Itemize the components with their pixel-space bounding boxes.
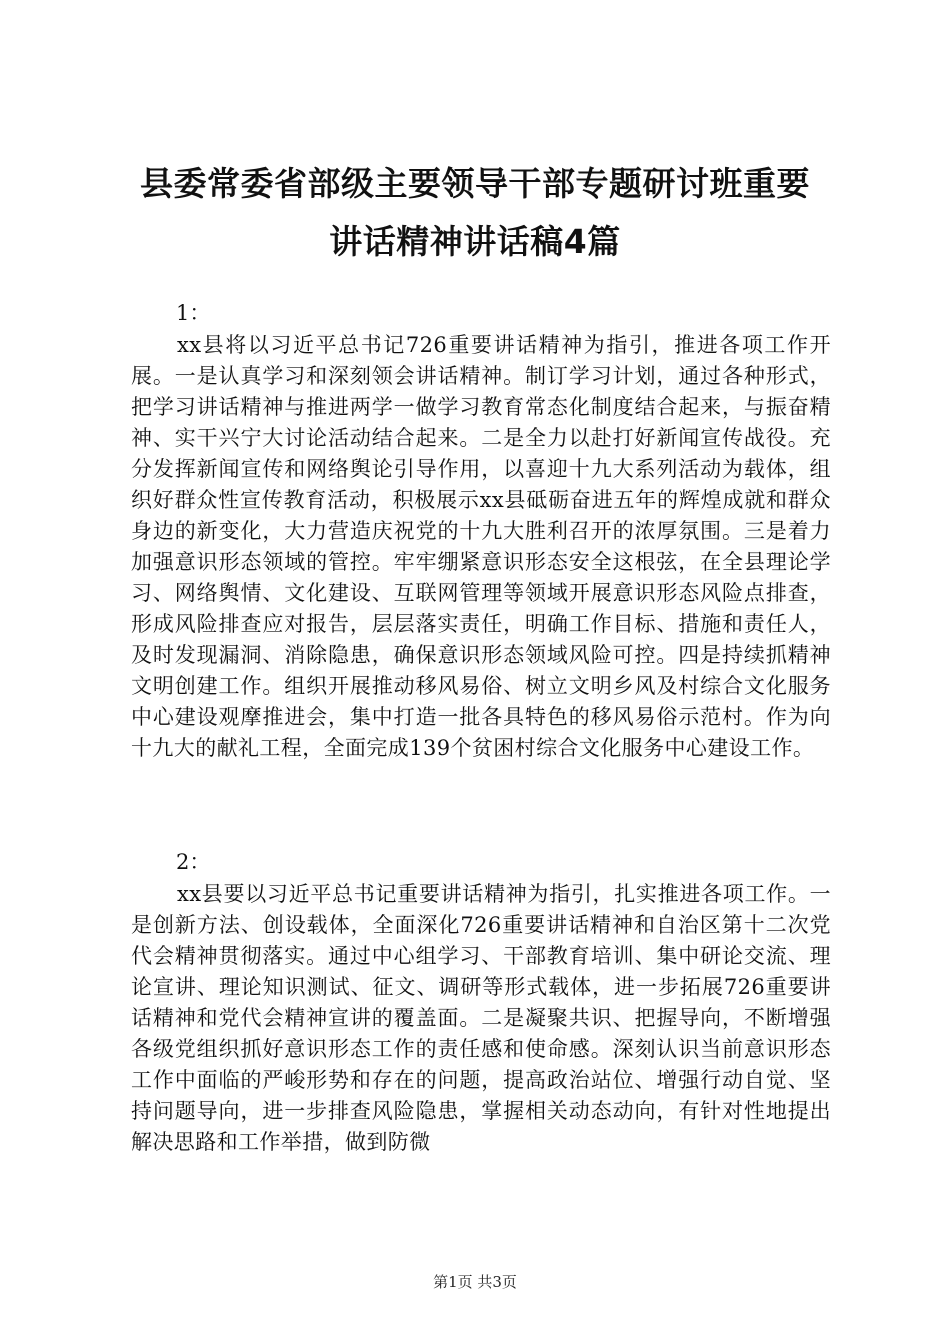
section-label-1: 1： [176,301,211,325]
section-paragraph-1: xx县将以习近平总书记726重要讲话精神为指引，推进各项工作开展。一是认真学习和深刻领会讲话精神。制订学习计划，通过各种形式，把学习讲话精神与推进两学一做学习教育常态化制度结合起来，与振奋精神、实干兴宁大讨论活动结合起来。二是全力以赴打好新闻宣传战役。充分发挥新闻宣传和网络舆论引导作用，以喜迎十九大系列活动为载体，组织好群众性宣传教育活动，积极展示xx县砥砺奋进五年的辉煌成就和群众身边的新变化，大力营造庆祝党的十九大胜利召开的浓厚氛围。三是着力加强意识形态领域的管控。牢牢绷紧意识形态安全这根弦，在全县理论学习、网络舆情、文化建设、互联网管理等领域开展意识形态风险点排查，形成风险排查应对报告，层层落实责任，明确工作目标、措施和责任人，及时发现漏洞、消除隐患，确保意识形态领域风险可控。四是持续抓精神文明创建工作。组织开展推动移风易俗、树立文明乡风及村综合文化服务中心建设观摩推进会，集中打造一批各具特色的移风易俗示范村。作为向十九大的献礼工程，全面完成139个贫困村综合文化服务中心建设工作。 [131,333,831,760]
section-label-2: 2： [176,850,211,874]
section-paragraph-2: xx县要以习近平总书记重要讲话精神为指引，扎实推进各项工作。一是创新方法、创设载体，全面深化726重要讲话精神和自治区第十二次党代会精神贯彻落实。通过中心组学习、干部教育培训、集中研论交流、理论宣讲、理论知识测试、征文、调研等形式载体，进一步拓展726重要讲话精神和党代会精神宣讲的覆盖面。二是凝聚共识、把握导向，不断增强各级党组织抓好意识形态工作的责任感和使命感。深刻认识当前意识形态工作中面临的严峻形势和存在的问题，提高政治站位、增强行动自觉、坚持问题导向，进一步排查风险隐患，掌握相关动态动向，有针对性地提出解决思路和工作举措，做到防微 [131,882,831,1154]
page-footer: 第1页 共3页 [433,1273,517,1291]
document-title-line-2: 讲话精神讲话稿4篇 [329,222,621,261]
document-title-line-1: 县委常委省部级主要领导干部专题研讨班重要 [140,164,810,203]
